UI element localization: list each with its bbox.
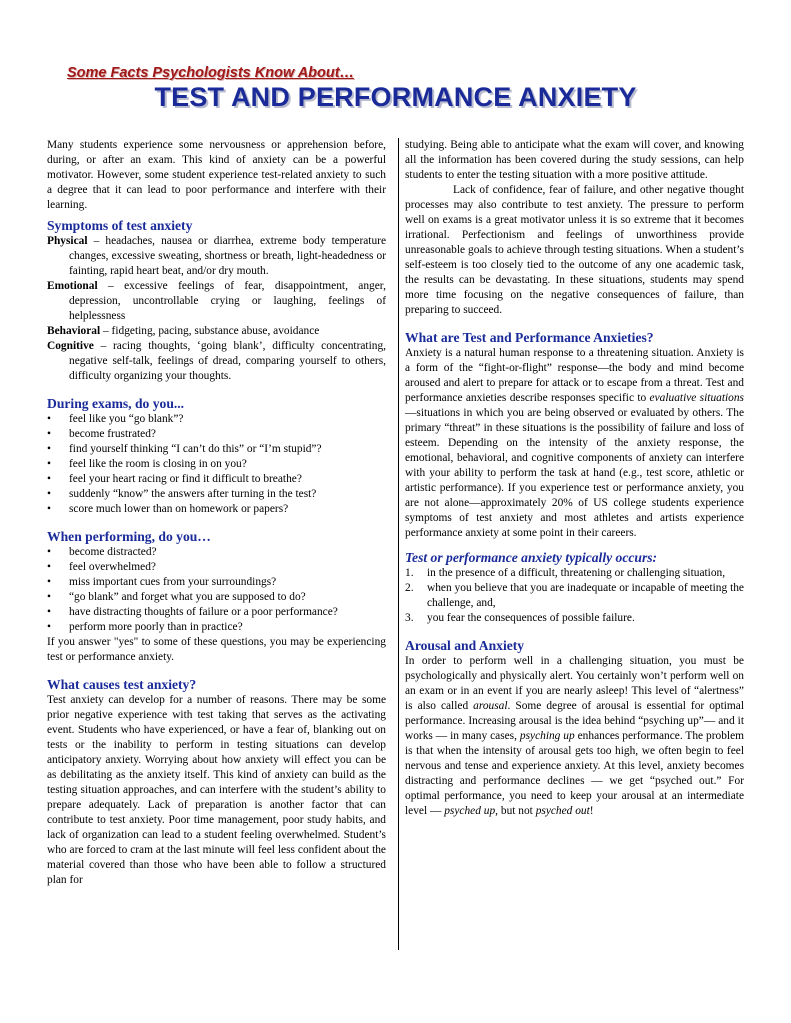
symptom-text: – racing thoughts, ‘going blank’, difficulty concentrating, negative self-talk, feelings of dread, comparing yourself to others, difficulty organizing your thoughts. — [69, 340, 386, 382]
list-item: • “go blank” and forget what you are supposed to do? — [47, 590, 386, 605]
when-performing-heading: When performing, do you… — [47, 529, 211, 544]
text-run: —situations in which you are being observed or evaluated by others. The primary “threat” in these situations is the possibility of failure and loss of esteem. Depending on the intensity of the anxiety response, the emotional, behavioral, and cognitive components of anxiety can interfere with your ability to perform the task at hand (e.g., test score, athletic or artistic performance). If you experience test or performance anxiety, you are not alone—approximately 20% of US college students experience symptoms of test anxiety and most athletes and artists experience performance anxiety at some point in their careers. — [405, 407, 744, 539]
symptom-label: Behavioral — [47, 325, 101, 337]
what-are-paragraph — [405, 346, 744, 541]
symptom-text: – headaches, nausea or diarrhea, extreme body temperature changes, excessive sweating, shortness or breath, light-headedness or fainting, rapid heart beat, and/or dry mouth. — [69, 235, 386, 277]
item-number: 2. — [405, 582, 414, 594]
text-run: Anxiety is a natural human response to a threatening situation. Anxiety is a form of the “fight-or-flight” response—the body and mind become aroused and alert to prepare for attack or to escape from a threat. Test and performance anxieties describe responses specific to — [405, 347, 744, 404]
continued-paragraph: studying. Being able to anticipate what the exam will cover, and knowing all the information has been covered during the study sessions, can help students to enter the testing situation with a more positive attitude. — [405, 139, 744, 181]
list-item: • feel like the room is closing in on you? — [47, 457, 386, 472]
text-run: , but not — [495, 805, 536, 817]
list-item: • become distracted? — [47, 545, 386, 560]
emphasis: psyching up — [519, 730, 575, 742]
page-title: TEST AND PERFORMANCE ANXIETY — [154, 82, 637, 112]
list-item: • feel overwhelmed? — [47, 560, 386, 575]
what-are-heading: What are Test and Performance Anxieties? — [405, 330, 654, 345]
symptom-cognitive — [47, 339, 386, 384]
right-column — [405, 138, 744, 819]
occurs-list — [405, 566, 744, 626]
arousal-heading: Arousal and Anxiety — [405, 638, 525, 653]
list-item — [405, 611, 744, 626]
list-item: • feel your heart racing or find it difficult to breathe? — [47, 472, 386, 487]
list-item: • find yourself thinking “I can’t do this” or “I’m stupid”? — [47, 442, 386, 457]
list-item: • score much lower than on homework or papers? — [47, 502, 386, 517]
item-text: when you believe that you are inadequate or incapable of meeting the challenge, and, — [427, 582, 744, 609]
during-exams-heading: During exams, do you... — [47, 396, 185, 411]
left-column — [47, 138, 386, 888]
item-number: 1. — [405, 567, 414, 579]
symptom-physical — [47, 234, 386, 279]
item-text: you fear the consequences of possible failure. — [427, 612, 635, 624]
causes-heading: What causes test anxiety? — [47, 677, 197, 692]
column-divider — [398, 138, 399, 950]
item-number: 3. — [405, 612, 414, 624]
list-item — [405, 581, 744, 611]
emphasis: psyched out — [535, 805, 590, 817]
confidence-paragraph: Lack of confidence, fear of failure, and other negative thought processes may also contribute to test anxiety. The pressure to perform well on exams is a great motivator unless it is so extreme that it becomes irrational. Perfectionism and feelings of unworthiness provide unreasonable goals to achieve through testing situations. When a student’s self-esteem is too closely tied to the outcome of any one academic task, the results can be devastating. In these situations, students may spend more time focusing on the negative consequences of failure, than preparing to succeed. — [405, 184, 744, 316]
list-item: • suddenly “know” the answers after turning in the test? — [47, 487, 386, 502]
item-text: in the presence of a difficult, threatening or challenging situation, — [427, 567, 726, 579]
list-item: • miss important cues from your surroundings? — [47, 575, 386, 590]
symptom-behavioral — [47, 324, 386, 339]
text-run: enhances performance. The problem is that when the intensity of arousal gets too high, we often begin to feel nervous and tense and experience anxiety. At this level, anxiety becomes distracting and performance declines — we get “psyched out.” For optimal performance, you need to keep your arousal at an intermediate level — — [405, 730, 744, 817]
emphasis: evaluative situations — [649, 392, 744, 404]
during-exams-list — [47, 412, 386, 517]
header-kicker: Some Facts Psychologists Know About… — [67, 65, 355, 81]
text-run: In order to perform well in a challenging situation, you must be psychologically and physically alert. You certainly won’t perform well on an exam or in an event if you are nearly asleep! This level of “alertness” is also called — [405, 655, 744, 712]
yes-answer-paragraph: If you answer "yes" to some of these questions, you may be experiencing test or performance anxiety. — [47, 636, 386, 663]
symptoms-heading: Symptoms of test anxiety — [47, 218, 193, 233]
symptom-label: Emotional — [47, 280, 98, 292]
list-item: • feel like you “go blank”? — [47, 412, 386, 427]
list-item — [405, 566, 744, 581]
emphasis: psyched up — [444, 805, 496, 817]
intro-paragraph: Many students experience some nervousness or apprehension before, during, or after an exam. This kind of anxiety can be a powerful motivator. However, some student experience test-related anxiety to such a degree that it can lead to poor performance and interfere with their learning. — [47, 139, 386, 211]
list-item: • perform more poorly than in practice? — [47, 620, 386, 635]
symptom-text: – excessive feelings of fear, disappointment, anger, depression, uncontrollable crying or laughing, feelings of helplessness — [69, 280, 386, 322]
when-performing-list — [47, 545, 386, 635]
text-run: ! — [589, 805, 594, 817]
text-run: . Some degree of arousal is essential for optimal performance. Increasing arousal is the idea behind “psyching up”— and it works — in many cases, — [405, 700, 744, 742]
symptom-emotional — [47, 279, 386, 324]
arousal-paragraph — [405, 654, 744, 819]
occurs-heading: Test or performance anxiety typically occurs: — [405, 550, 658, 565]
list-item: • have distracting thoughts of failure or a poor performance? — [47, 605, 386, 620]
symptom-label: Physical — [47, 235, 88, 247]
symptom-text: – fidgeting, pacing, substance abuse, avoidance — [100, 325, 320, 337]
symptom-label: Cognitive — [47, 340, 94, 352]
emphasis: arousal — [473, 700, 508, 712]
causes-paragraph: Test anxiety can develop for a number of reasons. There may be some prior negative experience with test taking that serves as the activating event. Students who have experienced, or have a fear of, blanking out on tests or the inability to perform in testing situations can develop anticipatory anxiety. Worrying about how anxiety will effect you can be as debilitating as the anxiety itself. This kind of anxiety can build as the testing situation approaches, and can interfere with the student’s ability to prepare adequately. Lack of preparation is another factor that can contribute to test anxiety. Poor time management, poor study habits, and lack of organization can lead to a student feeling overwhelmed. Student’s who are forced to cram at the last minute will feel less confident about the material covered than those who have been able to follow a structured plan for — [47, 694, 386, 886]
list-item: • become frustrated? — [47, 427, 386, 442]
